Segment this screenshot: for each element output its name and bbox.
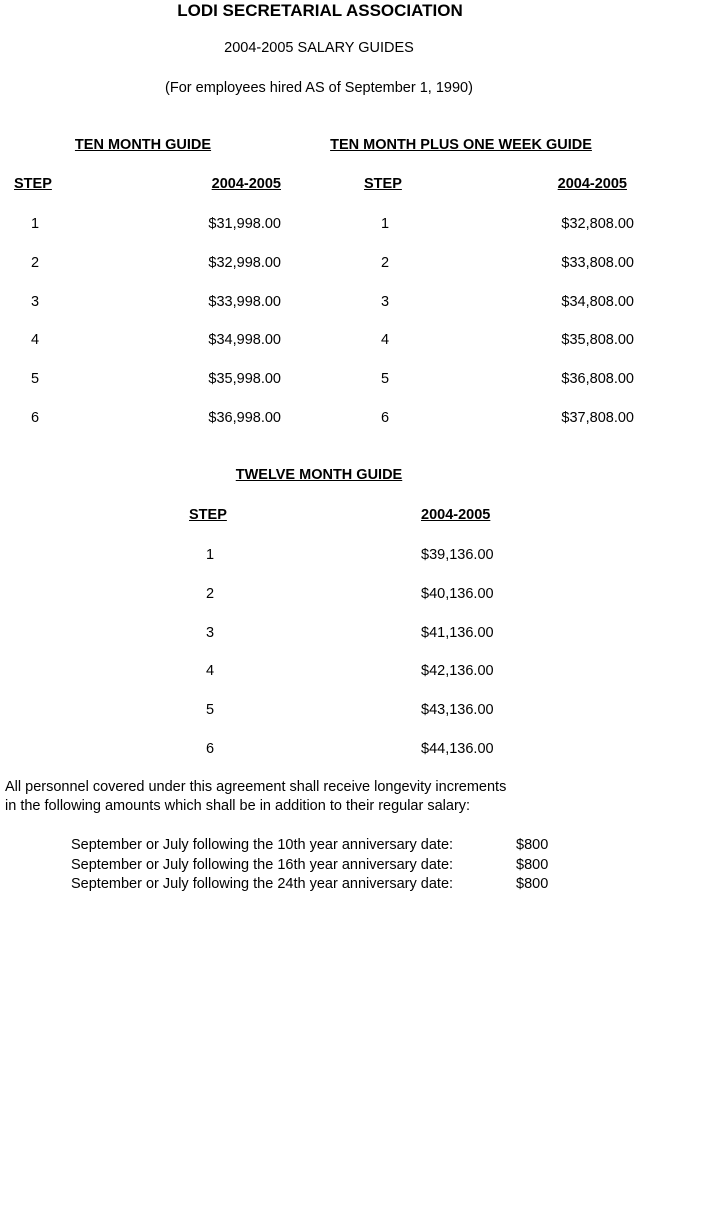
document-title: LODI SECRETARIAL ASSOCIATION	[177, 1, 463, 20]
ten-month-salary-cell: $36,998.00	[208, 410, 281, 426]
ten-month-plus-step-cell: 4	[380, 332, 390, 349]
ten-month-plus-step-cell: 3	[380, 293, 390, 310]
ten-month-plus-step-cell: 6	[380, 410, 390, 426]
longevity-item-label: September or July following the 16th year anniversary date:	[71, 856, 454, 873]
twelve-month-salary-cell: $44,136.00	[421, 741, 494, 757]
ten-month-plus-step-cell: 2	[380, 254, 390, 271]
twelve-month-step-header: STEP	[189, 507, 227, 523]
document-subtitle: 2004-2005 SALARY GUIDES	[224, 40, 414, 56]
ten-month-salary-cell: $35,998.00	[208, 371, 281, 388]
ten-month-salary-cell: $32,998.00	[208, 254, 281, 271]
twelve-month-salary-cell: $42,136.00	[421, 663, 494, 680]
twelve-month-step-cell: 6	[205, 741, 215, 757]
twelve-month-step-cell: 2	[205, 585, 215, 602]
ten-month-plus-year-header: 2004-2005	[557, 176, 627, 192]
longevity-item-label: September or July following the 24th year anniversary date:	[71, 876, 454, 892]
ten-month-plus-step-header: STEP	[364, 176, 402, 192]
ten-month-plus-salary-cell: $35,808.00	[561, 332, 634, 349]
ten-month-step-cell: 4	[30, 332, 40, 349]
eligibility-note: (For employees hired AS of September 1, 1990)	[165, 80, 473, 96]
twelve-month-salary-cell: $43,136.00	[421, 702, 494, 719]
twelve-month-salary-cell: $39,136.00	[421, 547, 494, 563]
ten-month-plus-salary-cell: $34,808.00	[561, 293, 634, 310]
twelve-month-step-cell: 5	[205, 702, 215, 719]
twelve-month-step-cell: 4	[205, 663, 215, 680]
ten-month-plus-heading: TEN MONTH PLUS ONE WEEK GUIDE	[330, 137, 592, 153]
ten-month-salary-cell: $33,998.00	[208, 293, 281, 310]
ten-month-step-cell: 2	[30, 254, 40, 271]
ten-month-step-cell: 6	[30, 410, 40, 426]
longevity-item-amount: $800	[516, 876, 549, 892]
twelve-month-heading: TWELVE MONTH GUIDE	[235, 467, 403, 483]
twelve-month-salary-cell: $40,136.00	[421, 585, 494, 602]
ten-month-year-header: 2004-2005	[211, 176, 281, 192]
twelve-month-step-cell: 3	[205, 624, 215, 641]
longevity-item-amount: $800	[516, 837, 549, 853]
ten-month-step-cell: 3	[30, 293, 40, 310]
ten-month-plus-salary-cell: $32,808.00	[561, 216, 634, 232]
ten-month-plus-step-cell: 1	[380, 216, 390, 232]
longevity-text-line-2: in the following amounts which shall be in addition to their regular salary:	[5, 798, 471, 814]
ten-month-plus-salary-cell: $33,808.00	[561, 254, 634, 271]
ten-month-plus-salary-cell: $36,808.00	[561, 371, 634, 388]
twelve-month-year-header: 2004-2005	[421, 507, 491, 523]
longevity-text-line-1: All personnel covered under this agreement shall receive longevity increments	[5, 779, 507, 795]
ten-month-salary-cell: $31,998.00	[208, 216, 281, 232]
longevity-item-amount: $800	[516, 856, 549, 873]
ten-month-step-header: STEP	[14, 176, 52, 192]
ten-month-plus-salary-cell: $37,808.00	[561, 410, 634, 426]
twelve-month-salary-cell: $41,136.00	[421, 624, 494, 641]
ten-month-heading: TEN MONTH GUIDE	[74, 137, 212, 153]
ten-month-plus-step-cell: 5	[380, 371, 390, 388]
ten-month-step-cell: 5	[30, 371, 40, 388]
ten-month-step-cell: 1	[30, 216, 40, 232]
longevity-item-label: September or July following the 10th year anniversary date:	[71, 837, 454, 853]
twelve-month-step-cell: 1	[205, 547, 215, 563]
ten-month-salary-cell: $34,998.00	[208, 332, 281, 349]
